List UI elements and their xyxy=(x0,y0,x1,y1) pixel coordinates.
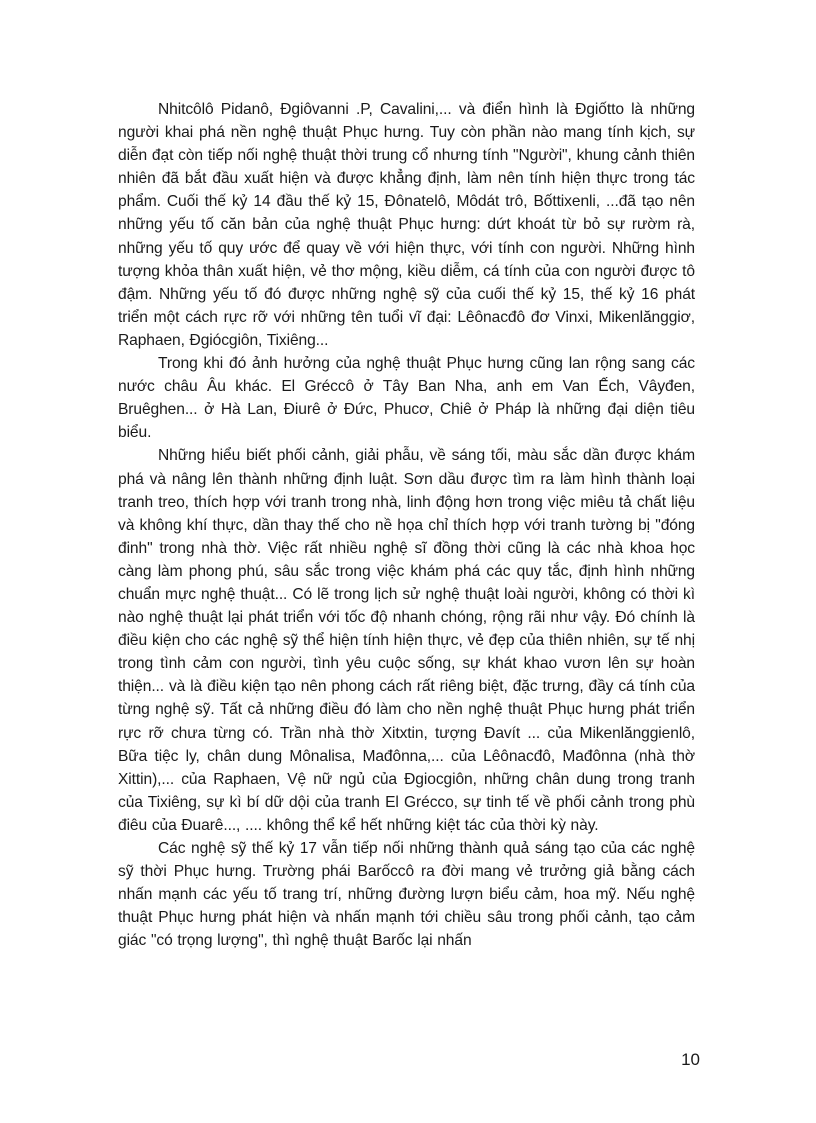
paragraph-1: Nhitcôlô Pidanô, Đgiôvanni .P, Cavalini,... và điển hình là Đgiốtto là những người khai phá nền nghệ thuật Phục hưng. Tuy còn phần nào mang tính kịch, sự diễn đạt còn tiếp nối nghệ thuật thời trung cổ nhưng tính "Người", khung cảnh thiên nhiên đã bắt đầu xuất hiện và được khẳng định, làm nên tính hiện thực trong tác phẩm. Cuối thế kỷ 14 đầu thế kỷ 15, Đônatelô, Môdát trô, Bốttixenli, ...đã tạo nên những yếu tố căn bản của nghệ thuật Phục hưng: dứt khoát từ bỏ sự rườm rà, những yếu tố quy ước để quay về với hiện thực, với tính con người. Những hình tượng khỏa thân xuất hiện, vẻ thơ mộng, kiều diễm, cá tính của con người được tô đậm. Những yếu tố đó được những nghệ sỹ của cuối thế kỷ 15, thế kỷ 16 phát triển một cách rực rỡ với những tên tuổi vĩ đại: Lêônacđô đơ Vinxi, Mikenlănggiơ, Raphaen, Đgiócgiôn, Tixiêng... xyxy=(118,101,695,349)
paragraph-2: Trong khi đó ảnh hưởng của nghệ thuật Phục hưng cũng lan rộng sang các nước châu Âu khác. El Gréccô ở Tây Ban Nha, anh em Van Ếch, Vâyđen, Bruêghen... ở Hà Lan, Điurê ở Đức, Phucơ, Chiê ở Pháp là những đại diện tiêu biểu. xyxy=(118,355,695,442)
paragraph-4: Các nghệ sỹ thế kỷ 17 vẫn tiếp nối những thành quả sáng tạo của các nghệ sỹ thời Phục hưng. Trường phái Barốccô ra đời mang vẻ trưởng giả bằng cách nhấn mạnh các yếu tố trang trí, những đường lượn biểu cảm, hoa mỹ. Nếu nghệ thuật Phục hưng phát hiện và nhấn mạnh tới chiều sâu trong phối cảnh, tạo cảm giác "có trọng lượng", thì nghệ thuật Barốc lại nhấn xyxy=(118,840,695,950)
page-body xyxy=(118,98,695,952)
paragraph-3: Những hiểu biết phối cảnh, giải phẫu, về sáng tối, màu sắc dần được khám phá và nâng lên thành những định luật. Sơn dầu được tìm ra làm hình thành loại tranh treo, thích hợp với tranh trong nhà, linh động hơn trong việc miêu tả chất liệu và không khí thực, dần thay thế cho nề họa chỉ thích hợp với tranh tường bị "đóng đinh" trong nhà thờ. Việc rất nhiều nghệ sĩ đồng thời cũng là các nhà khoa học càng làm phong phú, sâu sắc trong việc khám phá các quy tắc, định hình những chuẩn mực nghệ thuật... Có lẽ trong lịch sử nghệ thuật loài người, không có thời kì nào nghệ thuật lại phát triển với tốc độ nhanh chóng, rộng rãi như vậy. Đó chính là điều kiện cho các nghệ sỹ thể hiện tính hiện thực, vẻ đẹp của thiên nhiên, sự tế nhị trong tình cảm con người, tình yêu cuộc sống, sự khát khao vươn lên sự hoàn thiện... và là điều kiện tạo nên phong cách rất riêng biệt, đặc trưng, đầy cá tính của từng nghệ sỹ. Tất cả những điều đó làm cho nền nghệ thuật Phục hưng phát triển rực rỡ chưa từng có. Trần nhà thờ Xitxtin, tượng Đavít ... của Mikenlănggienlô, Bữa tiệc ly, chân dung Mônalisa, Mađônna,... của Lêônacđô, Mađônna (nhà thờ Xittin),... của Raphaen, Vệ nữ ngủ của Đgiocgiôn, những chân dung trong tranh của Tixiêng, sự kì bí dữ dội của tranh El Grécco, sự tinh tế về phối cảnh trong phù điêu của Đuarê..., .... không thể kể hết những kiệt tác của thời kỳ này. xyxy=(118,447,695,834)
page-number: 10 xyxy=(681,1050,700,1069)
